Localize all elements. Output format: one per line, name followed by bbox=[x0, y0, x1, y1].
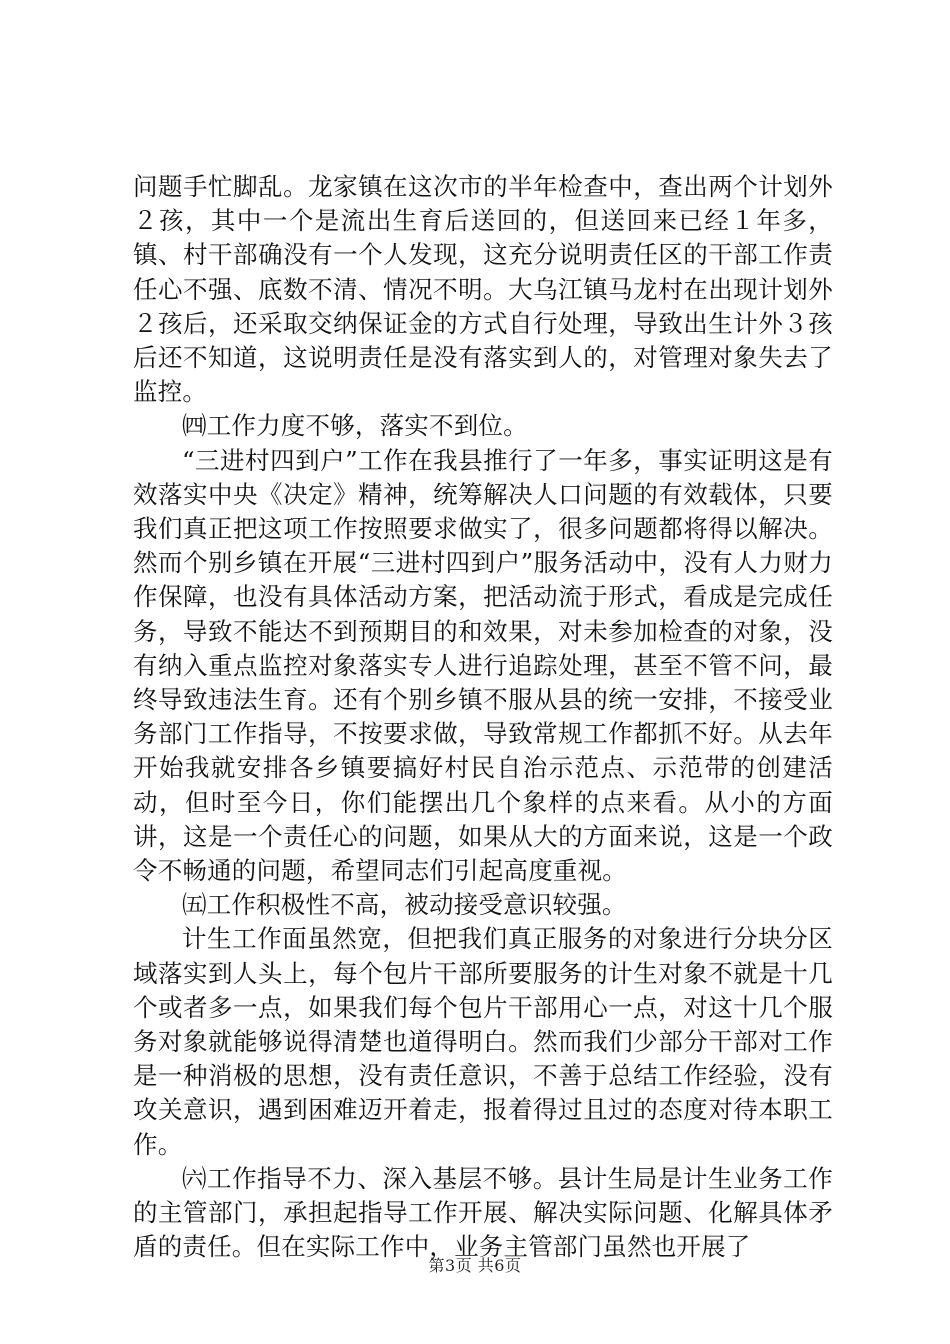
section-heading-5: ㈤工作积极性不高，被动接受意识较强。 bbox=[182, 890, 627, 920]
paragraph-continuation: 问题手忙脚乱。龙家镇在这次市的半年检查中，查出两个计划外２孩，其中一个是流出生育后送回的，但送回来已经１年多，镇、村干部确没有一个人发现，这充分说明责任区的干部工作责任心不强、底数不清、情况不明。大乌江镇马龙村在出现计划外２孩后，还采取交纳保证金的方式自行处理，导致出生计外３孩后还不知道，这说明责任是没有落实到人的，对管理对象失去了监控。 bbox=[133, 172, 833, 407]
section-heading-4: ㈣工作力度不够，落实不到位。 bbox=[182, 411, 528, 441]
section-heading-6-paragraph: ㈥工作指导不力、深入基层不够。县计生局是计生业务工作的主管部门，承担起指导工作开展、解决实际问题、化解具体矛盾的责任。但在实际工作中，业务主管部门虽然也开展了 bbox=[133, 1163, 833, 1262]
paragraph-section-5-body: 计生工作面虽然宽，但把我们真正服务的对象进行分块分区域落实到人头上，每个包片干部所要服务的计生对象不就是十几个或者多一点，如果我们每个包片干部用心一点，对这十几个服务对象就能够说得清楚也道得明白。然而我们少部分干部对工作是一种消极的思想，没有责任意识，不善于总结工作经验，没有攻关意识，遇到困难迈开着走，报着得过且过的态度对待本职工作。 bbox=[133, 924, 833, 1159]
page-footer: 第3页 共6页 bbox=[428, 1256, 522, 1275]
document-body bbox=[133, 170, 833, 1265]
paragraph-section-4-body: “三进村四到户”工作在我县推行了一年多，事实证明这是有效落实中央《决定》精神，统筹解决人口问题的有效载体，只要我们真正把这项工作按照要求做实了，很多问题都将得以解决。然而个别乡镇在开展“三进村四到户”服务活动中，没有人力财力作保障，也没有具体活动方案，把活动流于形式，看成是完成任务，导致不能达不到预期目的和效果，对未参加检查的对象，没有纳入重点监控对象落实专人进行追踪处理，甚至不管不问，最终导致违法生育。还有个别乡镇不服从县的统一安排，不接受业务部门工作指导，不按要求做，导致常规工作都抓不好。从去年开始我就安排各乡镇要搞好村民自治示范点、示范带的创建活动，但时至今日，你们能摆出几个象样的点来看。从小的方面讲，这是一个责任心的问题，如果从大的方面来说，这是一个政令不畅通的问题，希望同志们引起高度重视。 bbox=[133, 445, 833, 886]
